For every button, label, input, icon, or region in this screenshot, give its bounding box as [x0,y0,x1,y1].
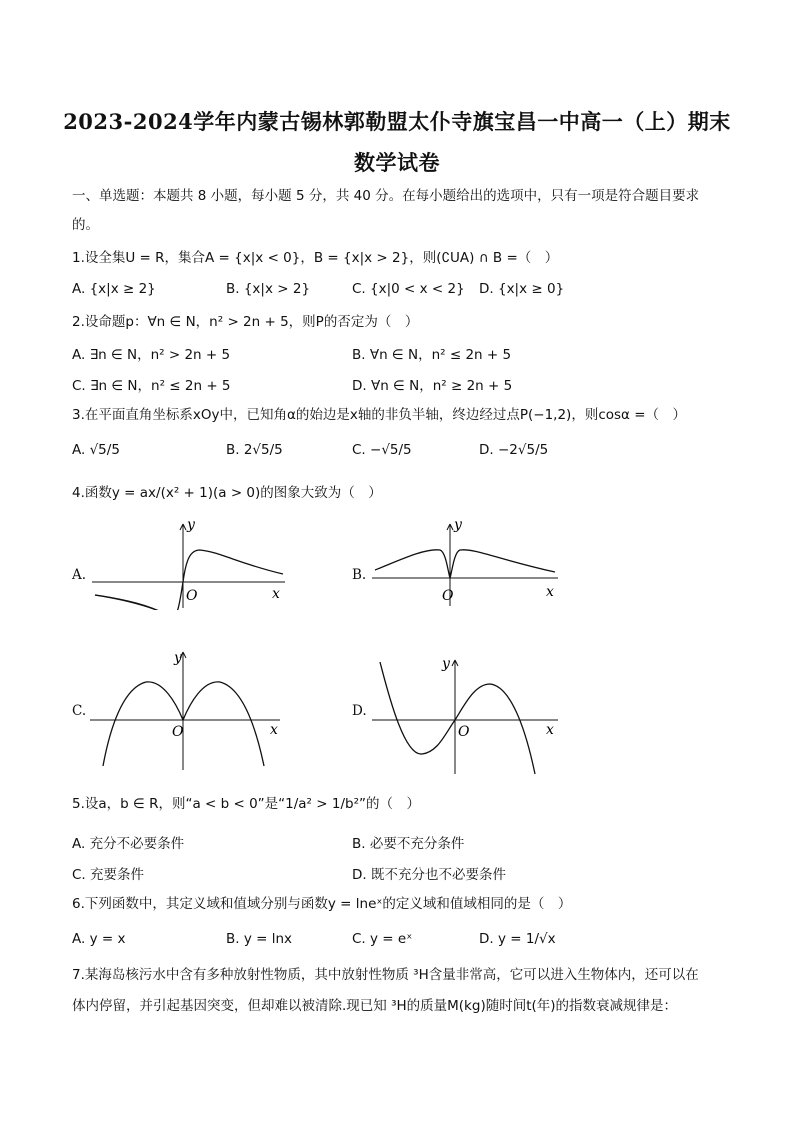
question-3-option-c: C. −√5/5 [352,442,412,458]
question-7-stem: 7.某海岛核污水中含有多种放射性物质，其中放射性物质 ³H含量非常高，它可以进入生物体内，还可以在 [72,967,699,983]
question-1-option-b: B. {x|x > 2} [226,281,311,297]
question-3-stem: 3.在平面直角坐标系xOy中，已知角α的始边是x轴的非负半轴，终边经过点P(−1,2)，则cosα =（ ） [72,407,687,423]
question-1-option-d: D. {x|x ≥ 0} [479,281,565,297]
y-axis-label: y [187,520,195,533]
question-1-stem: 1.设全集U = R，集合A = {x|x < 0}，B = {x|x > 2}，则(∁UA) ∩ B =（ ） [72,250,559,266]
section-instruction: 一、单选题：本题共 8 小题，每小题 5 分，共 40 分。在每小题给出的选项中，只有一项是符合题目要求 [72,188,700,204]
question-6-option-b: B. y = lnx [226,931,293,947]
question-2-option-d: D. ∀n ∈ N，n² ≥ 2n + 5 [352,378,513,394]
y-axis-label: y [442,656,450,672]
question-1-option-a: A. {x|x ≥ 2} [72,281,156,297]
question-4-option-d-label: D. [352,703,367,719]
question-6-stem: 6.下列函数中，其定义域和值域分别与函数y = lneˣ的定义域和值域相同的是（ ） [72,896,572,912]
question-5-option-c: C. 充要条件 [72,867,145,883]
question-5-option-a: A. 充分不必要条件 [72,836,185,852]
origin-label: O [172,724,184,740]
origin-label: O [186,588,198,604]
question-4-stem: 4.函数y = ax/(x² + 1)(a > 0)的图象大致为（ ） [72,485,382,501]
question-4-option-b-label: B. [352,567,367,583]
question-4-graph-c [88,648,288,777]
question-2-option-b: B. ∀n ∈ N，n² ≤ 2n + 5 [352,347,512,363]
question-7-stem-cont: 体内停留，并引起基因突变，但却难以被清除.现已知 ³H的质量M(kg)随时间t(年)的指数衰减规律是： [72,998,678,1014]
x-axis-label: x [546,722,554,738]
question-6-option-c: C. y = eˣ [352,931,413,947]
y-axis-label: y [174,650,182,666]
question-2-stem: 2.设命题p：∀n ∈ N，n² > 2n + 5，则P的否定为（ ） [72,314,419,330]
question-6-option-a: A. y = x [72,931,126,947]
question-4-option-c-label: C. [72,703,87,719]
question-6-option-d: D. y = 1/√x [479,931,556,947]
question-3-option-b: B. 2√5/5 [226,442,283,458]
origin-label: O [458,724,470,740]
exam-title-line1: 2023-2024学年内蒙古锡林郭勒盟太仆寺旗宝昌一中高一（上）期末 [63,109,731,134]
x-axis-label: x [272,586,280,602]
exam-title-line2: 数学试卷 [354,150,440,175]
x-axis-label: x [270,722,278,738]
question-2-option-a: A. ∃n ∈ N，n² > 2n + 5 [72,347,231,363]
question-3-option-a: A. √5/5 [72,442,120,458]
question-4-graph-b [370,520,570,614]
question-2-option-c: C. ∃n ∈ N，n² ≤ 2n + 5 [72,378,231,394]
y-axis-label: y [454,520,462,533]
x-axis-label: x [546,584,554,600]
question-4-graph-a [90,520,290,614]
section-instruction-cont: 的。 [72,217,99,233]
origin-label: O [442,588,454,604]
question-3-option-d: D. −2√5/5 [479,442,549,458]
question-1-option-c: C. {x|0 < x < 2} [352,281,465,297]
question-4-option-a-label: A. [72,567,87,583]
question-5-option-b: B. 必要不充分条件 [352,836,465,852]
question-4-graph-d [370,656,570,780]
question-5-stem: 5.设a，b ∈ R，则“a < b < 0”是“1/a² > 1/b²”的（ ） [72,796,420,812]
question-5-option-d: D. 既不充分也不必要条件 [352,867,506,883]
